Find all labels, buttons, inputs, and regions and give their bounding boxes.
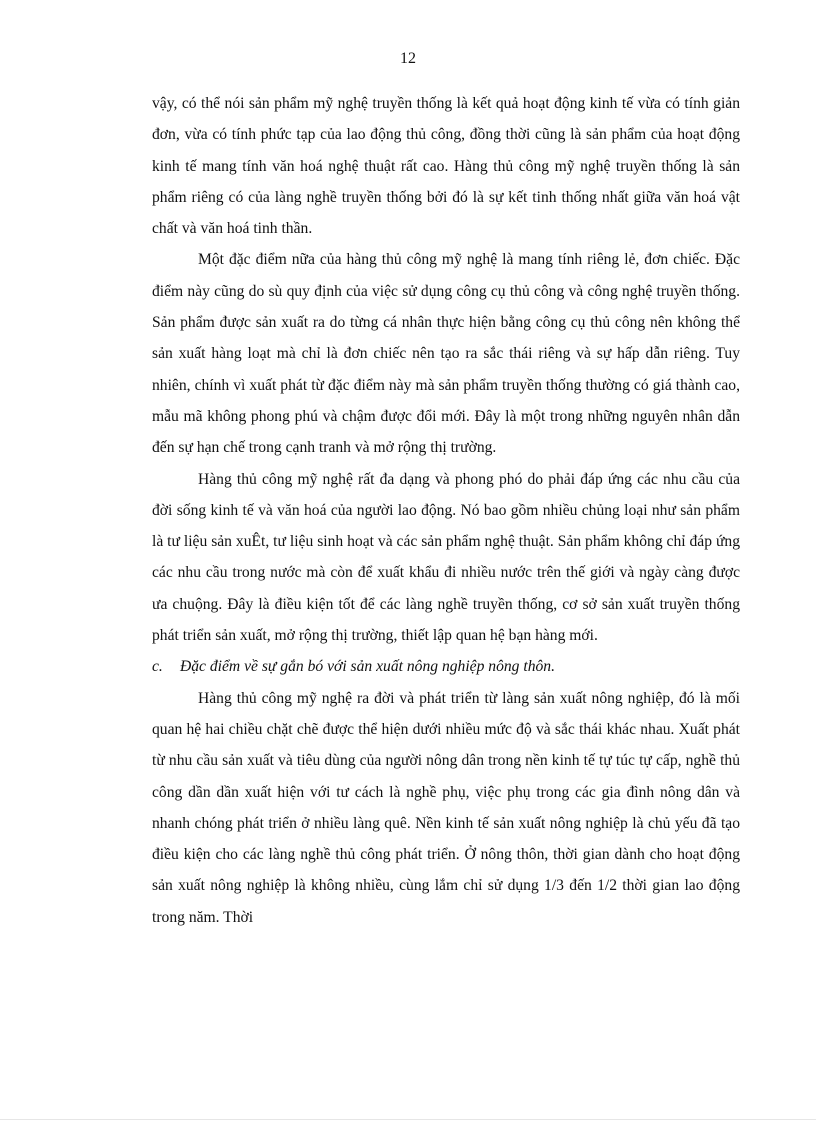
page-bottom-edge xyxy=(0,1119,816,1120)
section-heading-text: Đặc điểm về sự gắn bó với sản xuất nông nghiệp nông thôn. xyxy=(180,658,555,676)
paragraph-diversity: Hàng thủ công mỹ nghệ rất đa dạng và phong phó do phải đáp ứng các nhu cầu của đời sống kinh tế và văn hoá của người lao động. Nó bao gồm nhiều chủng loại như sản phẩm là tư liệu sản xuÊt, tư liệu sinh hoạt và các sản phẩm nghệ thuật. Sản phẩm không chỉ đáp ứng các nhu cầu trong nước mà còn để xuất khẩu đi nhiều nước trên thế giới và ngày càng được ưa chuộng. Đây là điều kiện tốt để các làng nghề truyền thống, cơ sở sản xuất truyền thống phát triển sản xuất, mở rộng thị trường, thiết lập quan hệ bạn hàng mới. xyxy=(152,470,740,645)
paragraph-unique-products: Một đặc điểm nữa của hàng thủ công mỹ nghệ là mang tính riêng lẻ, đơn chiếc. Đặc điểm này cũng do sù quy định của việc sử dụng công cụ thủ công và công nghệ truyền thống. Sản phẩm được sản xuất ra do từng cá nhân thực hiện bằng công cụ thủ công nên không thể sản xuất hàng loạt mà chỉ là đơn chiếc nên tạo ra sắc thái riêng và sự hấp dẫn riêng. Tuy nhiên, chính vì xuất phát từ đặc điểm này mà sản phẩm truyền thống thường có giá thành cao, mẫu mã không phong phú và chậm được đổi mới. Đây là một trong những nguyên nhân dẫn đến sự hạn chế trong cạnh tranh và mở rộng thị trường. xyxy=(152,251,740,457)
paragraph-agriculture-link: Hàng thủ công mỹ nghệ ra đời và phát triển từ làng sản xuất nông nghiệp, đó là mối quan hệ hai chiều chặt chẽ được thể hiện dưới nhiều mức độ và sắc thái khác nhau. Xuất phát từ nhu cầu sản xuất và tiêu dùng của người nông dân trong nền kinh tế tự túc tự cấp, nghề thủ công dần dần xuất hiện với tư cách là nghề phụ, việc phụ trong các gia đình nông dân và nhanh chóng phát triển ở nhiều làng quê. Nền kinh tế sản xuất nông nghiệp là chủ yếu đã tạo điều kiện cho các làng nghề thủ công phát triển. Ở nông thôn, thời gian dành cho hoạt động sản xuất nông nghiệp là không nhiều, cùng lắm chỉ sử dụng 1/3 đến 1/2 thời gian lao động trong năm. Thời xyxy=(152,689,740,926)
section-heading xyxy=(152,651,740,682)
body-text xyxy=(152,88,740,933)
page-number: 12 xyxy=(400,50,416,67)
section-marker: c. xyxy=(152,658,163,676)
paragraph-continuation: vậy, có thể nói sản phẩm mỹ nghệ truyền thống là kết quả hoạt động kinh tế vừa có tính giản đơn, vừa có tính phức tạp của lao động thủ công, đồng thời cũng là sản phẩm của hoạt động kinh tế mang tính văn hoá nghệ thuật rất cao. Hàng thủ công mỹ nghệ truyền thống là sản phẩm riêng có của làng nghề truyền thống bởi đó là sự kết tinh thống nhất giữa văn hoá vật chất và văn hoá tinh thần. xyxy=(152,95,740,238)
